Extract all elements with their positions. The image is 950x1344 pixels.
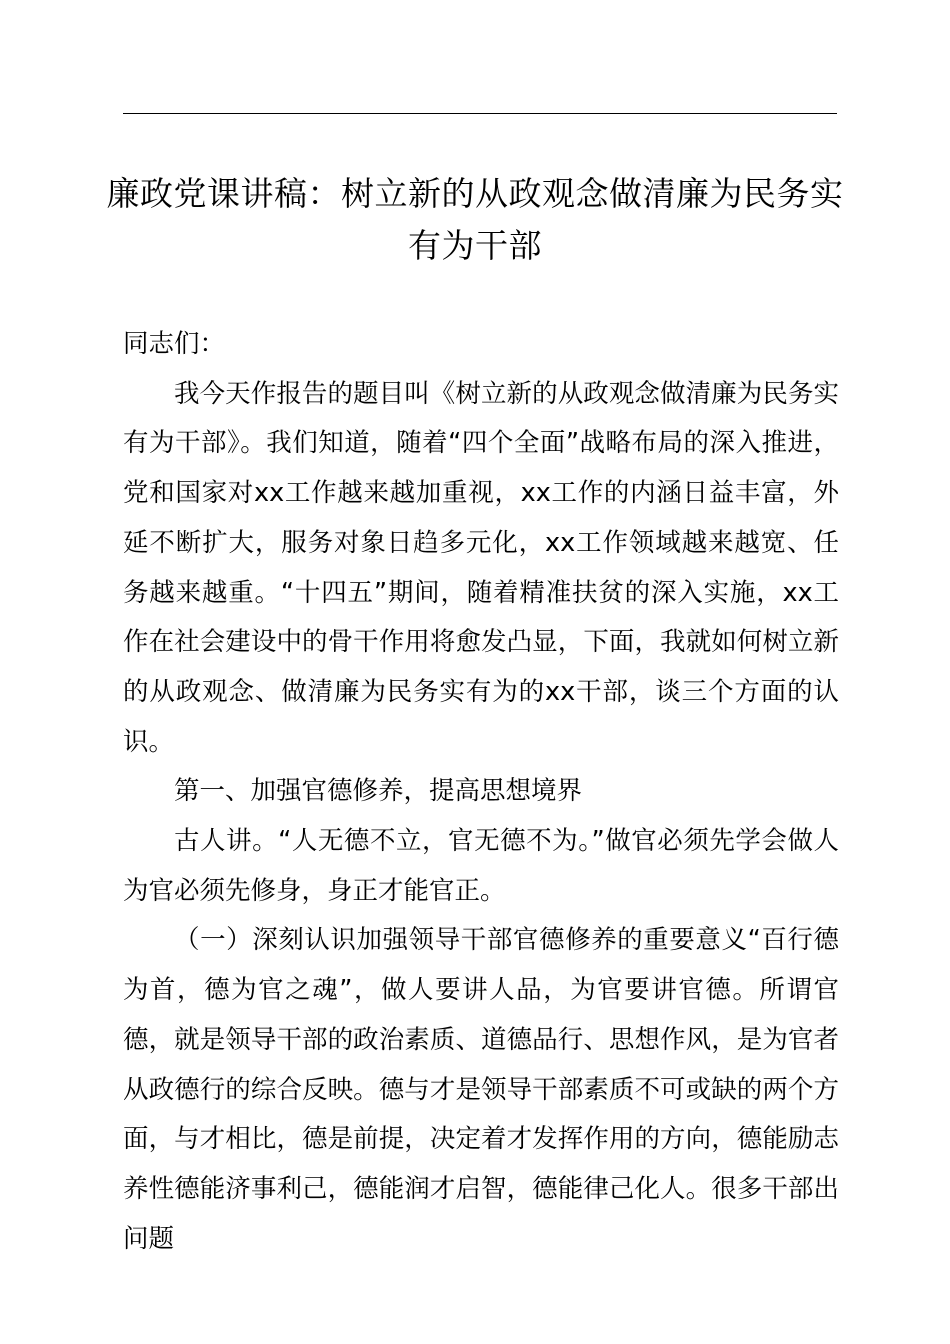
header-rule xyxy=(123,113,837,114)
salutation: 同志们： xyxy=(123,329,226,359)
document-body xyxy=(123,320,839,1264)
document-title: 廉政党课讲稿：树立新的从政观念做清廉为民务实有为干部 xyxy=(106,174,844,265)
section-heading-1: 第一、加强官德修养，提高思想境界 xyxy=(174,776,583,807)
paragraph-subsection-1: （一）深刻认识加强领导干部官德修养的重要意义“百行德为首，德为官之魂”，做人要讲人品，为官要讲官德。所谓官德，就是领导干部的政治素质、道德品行、思想作风，是为官者从政德行的综合反映。德与才是领导干部素质不可或缺的两个方面，与才相比，德是前提，决定着才发挥作用的方向，德能励志养性德能济事利己，德能润才启智，德能律己化人。很多干部出问题 xyxy=(123,925,839,1254)
paragraph-intro: 我今天作报告的题目叫《树立新的从政观念做清廉为民务实有为干部》。我们知道，随着“四个全面”战略布局的深入推进，党和国家对xx工作越来越加重视，xx工作的内涵日益丰富，外延不断扩大，服务对象日趋多元化，xx工作领域越来越宽、任务越来越重。“十四五”期间，随着精准扶贫的深入实施，xx工作在社会建设中的骨干作用将愈发凸显，下面，我就如何树立新的从政观念、做清廉为民务实有为的xx干部，谈三个方面的认识。 xyxy=(123,378,839,757)
paragraph-quote: 古人讲。“人无德不立，官无德不为。”做官必须先学会做人为官必须先修身，身正才能官正。 xyxy=(123,826,839,906)
